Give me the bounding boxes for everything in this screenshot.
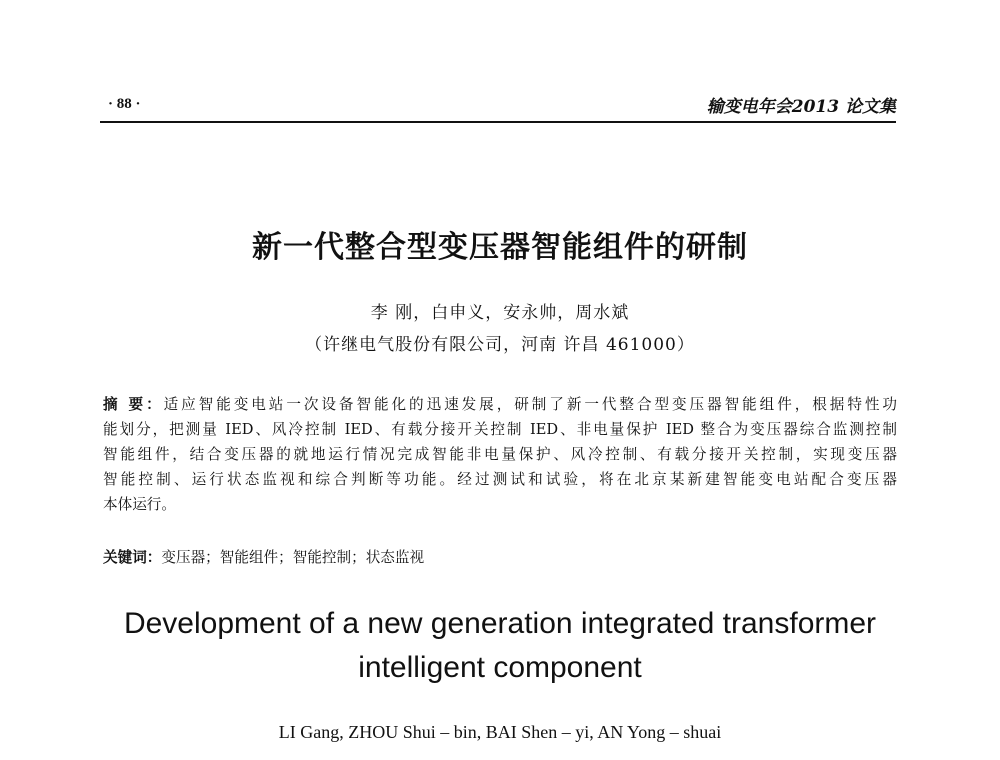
- abstract-line: 智能控制、运行状态监视和综合判断等功能。经过测试和试验，将在北京某新建智能变电站配合变压器: [103, 471, 897, 488]
- keywords: [103, 546, 424, 567]
- page-number: · 88 ·: [108, 96, 141, 112]
- abstract: [103, 392, 897, 517]
- authors-english: LI Gang, ZHOU Shui – bin, BAI Shen – yi, AN Yong – shuai: [278, 722, 722, 742]
- abstract-line: 本体运行。: [103, 496, 176, 513]
- keywords-text: 变压器；智能组件；智能控制；状态监视: [161, 549, 425, 566]
- abstract-line: 能划分，把测量 IED、风冷控制 IED、有载分接开关控制 IED、非电量保护 IED 整合为变压器综合监测控制: [103, 421, 897, 438]
- running-header-title: 输变电年会2013 论文集: [706, 97, 896, 117]
- abstract-text: 适应智能变电站一次设备智能化的迅速发展，研制了新一代整合型变压器智能组件，根据特性功: [163, 396, 897, 413]
- paper-title-english: [0, 602, 1000, 690]
- title-en-line-2: intelligent component: [358, 651, 642, 684]
- abstract-line: [103, 392, 897, 417]
- title-en-line-1: Development of a new generation integrated transformer: [123, 607, 877, 640]
- authors-chinese: 李 刚，白申义，安永帅，周水斌: [370, 303, 630, 323]
- keywords-label: 关键词：: [103, 549, 162, 566]
- header-rule: [100, 121, 896, 123]
- paper-title-chinese: 新一代整合型变压器智能组件的研制: [252, 230, 748, 265]
- affiliation-chinese: （许继电气股份有限公司，河南 许昌 461000）: [305, 335, 695, 355]
- abstract-line: 智能组件，结合变压器的就地运行情况完成智能非电量保护、风冷控制、有载分接开关控制，实现变压器: [103, 446, 897, 463]
- abstract-label: 摘 要：: [103, 396, 164, 413]
